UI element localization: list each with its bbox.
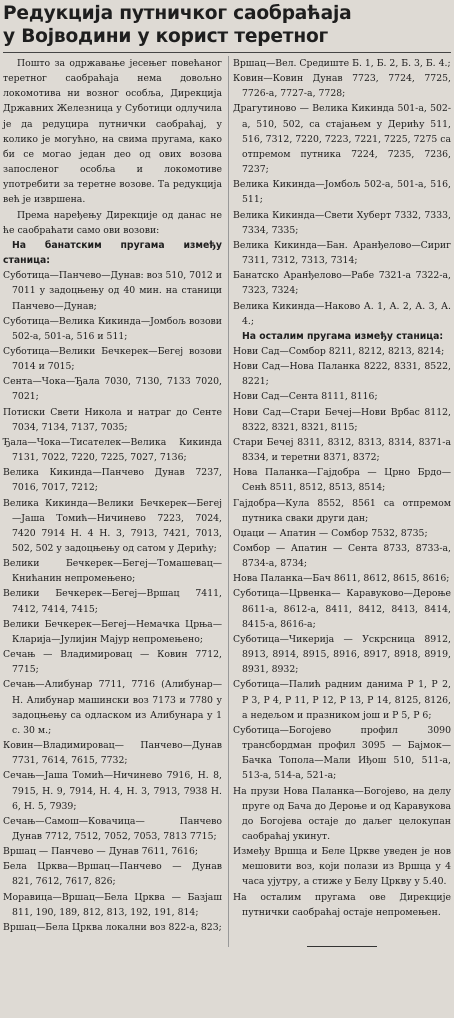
article-paragraph: Банатско Аранђелово—Рабе 7321-а 7322-а, 7323, 7324; bbox=[233, 270, 451, 297]
article-paragraph: Сомбор — Апатин — Сента 8733, 8733-а, 8734-а, 8734; bbox=[233, 543, 451, 570]
article-paragraph: Велика Кикинда—Панчево Дунав 7237, 7016, 7017, 7212; bbox=[3, 467, 222, 494]
headline-rule bbox=[3, 52, 451, 53]
end-rule bbox=[307, 946, 377, 947]
article-paragraph: Оџаци — Апатин — Сомбор 7532, 8735; bbox=[233, 527, 428, 539]
article-paragraph: Велика Кикинда—Велики Бечкерек—Бегеј—Јаша Томић—Ничинево 7223, 7024, 7420 7914 Н. 4 Н. 3, 7913, 7421, 7013, 502, 502 у задоцњењу од сатом у Дерићу; bbox=[3, 497, 222, 554]
article-paragraph: Пошто за одржавање јесењег повећаног теретног саобраћаја нема довољно локомотива ни возног особља, Дирекција Државних Железница у Суботици одлучила је да редуцира путнички саобраћај, у колико је могућно, на свима пругама, како би се могао један део од ових возова запосленог особља и локомотиве употребити за теретне возове. Та редукција већ је извршена. bbox=[3, 58, 222, 206]
headline bbox=[3, 2, 451, 48]
article-paragraph: Суботица—Богојево профил 3090 трансбордман профил 3095 — Бајмок—Бачка Топола—Мали Иђош 510, 511-а, 513-а, 514-а, 521-а; bbox=[233, 724, 451, 782]
article-paragraph: Гајдобра—Кула 8552, 8561 са отпремом путника сваки други дан; bbox=[233, 497, 451, 524]
article-paragraph: Велики Бечкерек—Бегеј—Томашевац—Книћанин непромењено; bbox=[3, 558, 222, 585]
article-paragraph: Суботица—Панчево—Дунав: воз 510, 7012 и 7011 у задоцњењу од 40 мин. на станици Панчево—Дунав; bbox=[3, 270, 222, 312]
article-paragraph: Нови Сад—Сомбор 8211, 8212, 8213, 8214; bbox=[233, 345, 445, 357]
article-paragraph: Нови Сад—Сента 8111, 8116; bbox=[233, 391, 378, 403]
article-paragraph: Сечањ — Владимировац — Ковин 7712, 7715; bbox=[3, 649, 222, 676]
article-paragraph: Ковин—Ковин Дунав 7723, 7724, 7725, 7726-а, 7727-а, 7728; bbox=[233, 73, 451, 100]
article-paragraph: Сечањ—Самош—Ковачица— Панчево Дунав 7712, 7512, 7052, 7053, 7813 7715; bbox=[3, 815, 222, 842]
headline-line-2: у Војводини у корист теретног bbox=[3, 26, 329, 47]
article-paragraph: Суботица—Велики Бечкерек—Бегеј возови 7014 и 7015; bbox=[3, 345, 222, 373]
article-paragraph: На прузи Нова Паланка—Богојево, на делу пруге од Бача до Дероње и од Каравукова до Богојева остаје до даљег целокупан саобраћај укинут. bbox=[233, 785, 451, 842]
article-paragraph: Стари Бечеј 8311, 8312, 8313, 8314, 8371-а 8334, и теретни 8371, 8372; bbox=[233, 436, 451, 464]
headline-line-1: Редукција путничког саобраћаја bbox=[3, 3, 352, 24]
article-columns bbox=[3, 56, 451, 947]
article-paragraph: Суботица—Црвенка— Каравуково—Дероње 8611-а, 8612-а, 8411, 8412, 8413, 8414, 8415-а, 8616-а; bbox=[233, 588, 451, 630]
article-paragraph: Велика Кикинда—Свети Хуберт 7332, 7333, 7334, 7335; bbox=[233, 209, 451, 236]
article-paragraph: Према наређењу Дирекције од данас не ће саобраћати само ови возови: bbox=[3, 209, 222, 236]
left-column bbox=[3, 56, 222, 947]
article-paragraph: Између Вршца и Беле Цркве уведен је нов мешовити воз, који полази из Вршца у 4 часа ујутру, а стиже у Белу Цркву у 5.40. bbox=[233, 846, 451, 888]
article-paragraph: Потиски Свети Никола и натраг до Сенте 7034, 7134, 7137, 7035; bbox=[3, 406, 222, 433]
article-paragraph: Нова Паланка—Гајдобра — Црно Брдо—Сенћ 8511, 8512, 8513, 8514; bbox=[233, 467, 451, 494]
article-paragraph: Нови Сад—Стари Бечеј—Нови Врбас 8112, 8322, 8321, 8321, 8115; bbox=[233, 406, 451, 433]
article-paragraph: Велика Кикинда—Наково А. 1, А. 2, А. 3, А. 4.; bbox=[233, 300, 451, 327]
article-paragraph: Велики Бечкерек—Бегеј—Вршац 7411, 7412, 7414, 7415; bbox=[3, 588, 222, 615]
article-paragraph: Драгутиново — Велика Кикинда 501-а, 502-а, 510, 502, са стајањем у Дерићу 511, 516, 7312, 7220, 7223, 7221, 7225, 7275 са отпремом путника 7224, 7235, 7236, 7237; bbox=[233, 103, 451, 176]
section-subhead: На банатским пругама између станица: bbox=[3, 239, 222, 267]
article-paragraph: Бела Црква—Вршац—Панчево — Дунав 821, 7612, 7617, 826; bbox=[3, 861, 222, 888]
article-paragraph: Суботица—Чикерија — Ускрсница 8912, 8913, 8914, 8915, 8916, 8917, 8918, 8919, 8931, 8932; bbox=[233, 633, 451, 676]
article-paragraph: Сента—Чока—Ђала 7030, 7130, 7133 7020, 7021; bbox=[3, 376, 222, 403]
article-paragraph: Ђала—Чока—Тисателек—Велика Кикинда 7131, 7022, 7220, 7225, 7027, 7136; bbox=[3, 436, 222, 464]
article-paragraph: Велики Бечкерек—Бегеј—Немачка Црња—Кларија—Јулијин Мајур непромењено; bbox=[3, 618, 222, 645]
article-paragraph: Вршац — Панчево — Дунав 7611, 7616; bbox=[3, 846, 199, 858]
article-paragraph: Вршац—Бела Црква локални воз 822-а, 823; bbox=[3, 921, 222, 933]
article-paragraph: Сечањ—Јаша Томић—Ничинево 7916, Н. 8, 7915, Н. 9, 7914, Н. 4, Н. 3, 7913, 7938 Н. 6, Н. 5, 7939; bbox=[3, 770, 222, 812]
article-paragraph: Моравица—Вршац—Бела Црква — Базјаш 811, 190, 189, 812, 813, 192, 191, 814; bbox=[3, 891, 222, 918]
article-paragraph: Нови Сад—Нова Паланка 8222, 8331, 8522, 8221; bbox=[233, 361, 451, 388]
article-paragraph: Суботица—Велика Кикинда—Јомбољ возови 502-а, 501-а, 516 и 511; bbox=[3, 315, 222, 342]
article-paragraph: Суботица—Палић радним данима Р 1, Р 2, Р 3, Р 4, Р 11, Р 12, Р 13, Р 14, 8125, 8126, а недељом и празником још и Р 5, Р 6; bbox=[233, 679, 451, 721]
article-paragraph: Сечањ—Алибунар 7711, 7716 (Алибунар—Н. Алибунар машински воз 7173 и 7780 у задоцњењу са одласком из Алибунара у 1 с. 30 м.; bbox=[3, 679, 222, 736]
article-paragraph: Ковин—Владимировац— Панчево—Дунав 7731, 7614, 7615, 7732; bbox=[3, 740, 222, 767]
section-subhead: На осталим пругама између станица: bbox=[242, 330, 444, 342]
article-paragraph: Велика Кикинда—Јомбољ 502-а, 501-а, 516, 511; bbox=[233, 179, 451, 206]
article-paragraph: Нова Паланка—Бач 8611, 8612, 8615, 8616; bbox=[233, 573, 450, 585]
article-paragraph: Велика Кикинда—Бан. Аранђелово—Сириг 7311, 7312, 7313, 7314; bbox=[233, 239, 451, 267]
article-paragraph: Вршац—Вел. Средиште Б. 1, Б. 2, Б. 3, Б. 4.; bbox=[233, 58, 451, 69]
right-column bbox=[228, 56, 451, 947]
article-paragraph: На осталим пругама ове Дирекције путнички саобраћај остаје непромењен. bbox=[233, 891, 451, 918]
